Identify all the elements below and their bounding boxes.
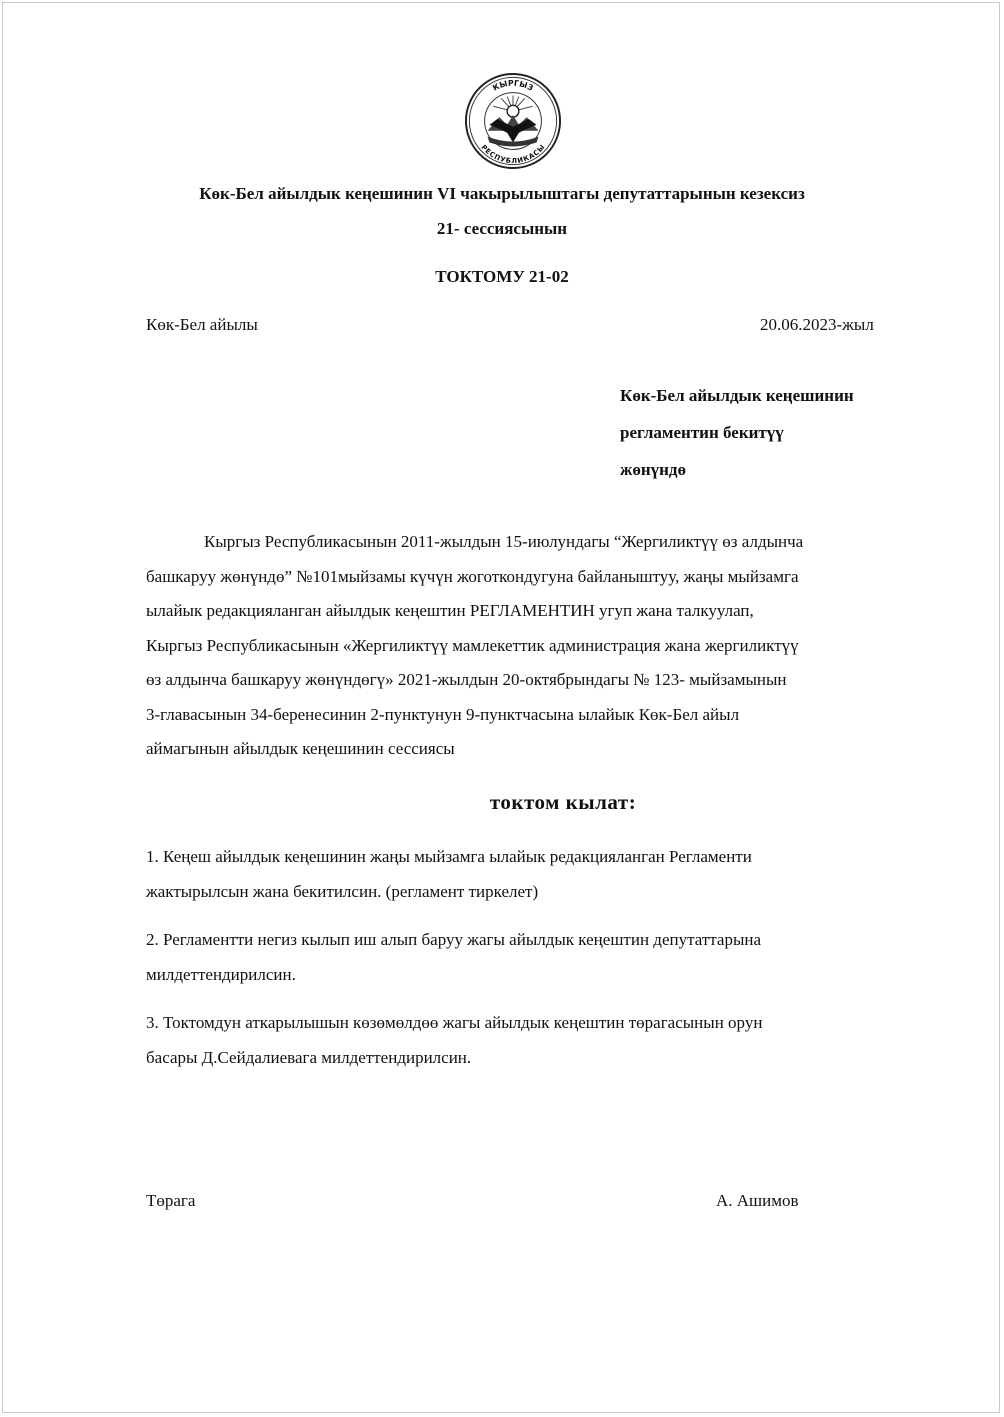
decision-line: 3. Токтомдун аткарылышын көзөмөлдөө жагы айылдык кеңештин төрагасынын орун <box>146 1013 763 1032</box>
preamble-line: Кыргыз Республикасынын 2011-жылдын 15-июлундагы “Жергиликтүү өз алдынча <box>204 532 804 551</box>
signature-name: А. Ашимов <box>716 1191 799 1210</box>
decision-line: милдеттендирилсин. <box>146 964 296 984</box>
subject-line: Көк-Бел айылдык кеңешинин <box>620 386 854 405</box>
preamble-line: аймагынын айылдык кеңешинин сессиясы <box>146 739 455 758</box>
svg-text:РЕСПУБЛИКАСЫ: РЕСПУБЛИКАСЫ <box>479 143 547 166</box>
header-title-line2: 21- сессиясынын <box>436 219 568 238</box>
decision-item-3 <box>146 1006 936 1075</box>
decision-line: басары Д.Сейдалиевага милдеттендирилсин. <box>146 1047 472 1067</box>
preamble-line: өз алдынча башкаруу жөнүндөгү» 2021-жылдын 20-октябрындагы № 123- мыйзамынын <box>146 670 787 689</box>
preamble-line: Кыргыз Республикасынын «Жергиликтүү мамлекеттик администрация жана жергиликтүү <box>146 635 799 655</box>
place-name: Көк-Бел айылы <box>146 315 258 334</box>
decree-title: ТОКТОМУ 21-02 <box>435 267 569 286</box>
decision-item-2 <box>146 923 936 992</box>
decision-line: 2. Регламентти негиз кылып иш алып баруу жагы айылдык кеңештин депутаттарына <box>146 930 762 949</box>
document-date: 20.06.2023-жыл <box>760 315 874 334</box>
header-title-line1: Көк-Бел айылдык кеңешинин VI чакырылыштагы депутаттарынын кезексиз <box>199 184 805 203</box>
signature-title: Төрага <box>146 1191 196 1210</box>
decision-line: жактырылсын жана бекитилсин. (регламент тиркелет) <box>146 881 539 901</box>
preamble-paragraph <box>146 525 936 767</box>
preamble-line: ылайык редакцияланган айылдык кеңештин РЕГЛАМЕНТИН угуп жана талкуулап, <box>146 601 754 620</box>
kyrgyz-state-emblem-icon <box>464 72 562 170</box>
decision-line: 1. Кеңеш айылдык кеңешинин жаңы мыйзамга ылайык редакцияланган Регламенти <box>146 847 752 866</box>
preamble-line: 3-главасынын 34-беренесинин 2-пунктунун 9-пунктчасына ылайык Көк-Бел айыл <box>146 704 740 724</box>
svg-text:КЫРГЫЗ: КЫРГЫЗ <box>491 78 535 93</box>
preamble-line: башкаруу жөнүндө” №101мыйзамы күчүн жоготкондугуна байланыштуу, жаңы мыйзамга <box>146 566 799 586</box>
subject-line: жөнүндө <box>620 460 687 479</box>
decree-word: токтом кылат: <box>489 790 637 814</box>
subject-line: регламентин бекитүү <box>620 423 784 442</box>
decision-item-1 <box>146 840 936 909</box>
